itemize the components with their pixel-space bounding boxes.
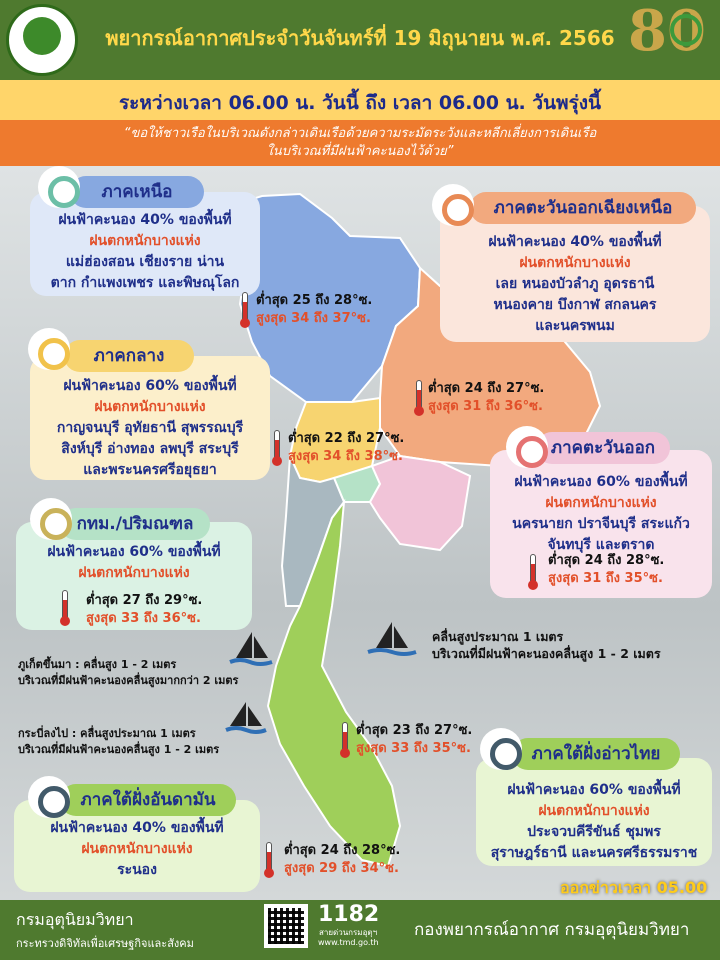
south-gulf-title: ภาคใต้ฝั่งอ่าวไทย (512, 738, 680, 770)
footer-bar (0, 900, 720, 960)
warning-text (60, 125, 660, 161)
bangkok-pin-icon (30, 498, 72, 540)
south-andaman-temp-low: ต่ำสุด 24 ถึง 28°ซ. (284, 843, 401, 858)
east-area: นครนายก ปราจีนบุรี สระแก้ว (512, 516, 690, 532)
south-andaman-temp-high: สูงสุด 29 ถึง 34°ซ. (284, 861, 399, 876)
central-rain: ฝนฟ้าคะนอง 60% ของพื้นที่ (63, 378, 237, 394)
bangkok-thermometer-icon (60, 590, 70, 626)
header-bar (0, 0, 720, 80)
northeast-temp-high: สูงสุด 31 ถึง 36°ซ. (428, 399, 543, 414)
anniversary-logo (628, 0, 714, 76)
northeast-info-box (440, 206, 710, 342)
gulf-wave-line: คลื่นสูงประมาณ 1 เมตร (432, 629, 564, 644)
east-thermometer-icon (528, 554, 538, 590)
south-gulf-thermometer-icon (340, 722, 350, 758)
phuket-sea-text (18, 657, 238, 689)
tmd-logo (6, 4, 78, 76)
region-east (370, 456, 470, 550)
central-pin-icon (28, 328, 70, 370)
east-rain: ฝนฟ้าคะนอง 60% ของพื้นที่ (514, 474, 688, 490)
east-temp-low: ต่ำสุด 24 ถึง 28°ซ. (548, 553, 665, 568)
north-temp-high: สูงสุด 34 ถึง 37°ซ. (256, 311, 371, 326)
bangkok-title: กทม./ปริมณฑล (60, 508, 210, 540)
south-andaman-temperature (284, 842, 400, 878)
time-range-band (0, 80, 720, 120)
north-area: แม่ฮ่องสอน เชียงราย น่าน (65, 254, 225, 270)
gulf-sea-text (432, 628, 661, 662)
south-andaman-heavy: ฝนตกหนักบางแห่ง (81, 841, 193, 857)
south-gulf-area: ประจวบคีรีขันธ์ ชุมพร (527, 824, 661, 840)
east-title: ภาคตะวันออก (536, 432, 670, 464)
northeast-area: หนองคาย บึงกาฬ สกลนคร (493, 297, 657, 313)
hotline-subtitle: สายด่วนกรมอุตุฯ (318, 928, 378, 937)
north-title: ภาคเหนือ (70, 176, 204, 208)
bangkok-temperature (86, 592, 202, 628)
central-area: และพระนครศรีอยุธยา (83, 462, 217, 478)
footer-division: กองพยากรณ์อากาศ กรมอุตุนิยมวิทยา (414, 920, 690, 940)
qr-code-icon[interactable] (264, 904, 308, 948)
central-temp-low: ต่ำสุด 22 ถึง 27°ซ. (288, 431, 405, 446)
anniversary-emblem (670, 14, 702, 46)
south-andaman-pin-icon (28, 776, 70, 818)
south-andaman-thermometer-icon (264, 842, 274, 878)
northeast-temperature (428, 380, 544, 416)
north-rain: ฝนฟ้าคะนอง 40% ของพื้นที่ (58, 212, 232, 228)
south-gulf-temperature (356, 722, 472, 758)
hotline (318, 902, 378, 948)
northeast-thermometer-icon (414, 380, 424, 416)
hotline-number: 1182 (318, 902, 380, 927)
central-temperature (288, 430, 404, 466)
south-andaman-area: ระนอง (117, 862, 157, 878)
central-area: สิงห์บุรี อ่างทอง ลพบุรี สระบุรี (61, 441, 239, 457)
footer-ministry: กระทรวงดิจิทัลเพื่อเศรษฐกิจและสังคม (16, 937, 194, 950)
north-temperature (256, 292, 372, 328)
south-gulf-rain: ฝนฟ้าคะนอง 60% ของพื้นที่ (507, 782, 681, 798)
central-title: ภาคกลาง (64, 340, 194, 372)
krabi-wave-line: กระบี่ลงไป : คลื่นสูงประมาณ 1 เมตร (18, 727, 196, 740)
bangkok-temp-low: ต่ำสุด 27 ถึง 29°ซ. (86, 593, 203, 608)
northeast-heavy: ฝนตกหนักบางแห่ง (519, 255, 631, 271)
east-area: จันทบุรี และตราด (547, 537, 655, 553)
north-temp-low: ต่ำสุด 25 ถึง 28°ซ. (256, 293, 373, 308)
northeast-title: ภาคตะวันออกเฉียงเหนือ (470, 192, 696, 224)
east-temperature (548, 552, 664, 588)
central-area: กาญจนบุรี อุทัยธานี สุพรรณบุรี (56, 420, 244, 436)
sailboat-icon (366, 620, 420, 658)
issue-time: ออกข่าวเวลา 05.00 (560, 878, 708, 897)
time-range-text: ระหว่างเวลา 06.00 น. วันนี้ ถึง เวลา 06.00 น. วันพรุ่งนี้ (118, 92, 602, 114)
north-thermometer-icon (240, 292, 250, 328)
footer-org: กรมอุตุนิยมวิทยา (16, 910, 134, 929)
east-pin-icon (506, 426, 548, 468)
central-thermometer-icon (272, 430, 282, 466)
east-temp-high: สูงสุด 31 ถึง 35°ซ. (548, 571, 663, 586)
northeast-area: และนครพนม (535, 318, 615, 334)
central-info-box (30, 356, 270, 480)
south-gulf-area: สุราษฎร์ธานี และนครศรีธรรมราช (490, 845, 698, 861)
anniversary-number: 80 (628, 0, 706, 64)
south-gulf-temp-high: สูงสุด 33 ถึง 35°ซ. (356, 741, 471, 756)
warning-line: “ขอให้ชาวเรือในบริเวณดังกล่าวเดินเรือด้วยความระมัดระวังและหลีกเลี่ยงการเดินเรือ (123, 126, 597, 141)
northeast-rain: ฝนฟ้าคะนอง 40% ของพื้นที่ (488, 234, 662, 250)
north-area: ตาก กำแพงเพชร และพิษณุโลก (50, 275, 240, 291)
central-heavy: ฝนตกหนักบางแห่ง (94, 399, 206, 415)
south-gulf-temp-low: ต่ำสุด 23 ถึง 27°ซ. (356, 723, 473, 738)
south-andaman-title: ภาคใต้ฝั่งอันดามัน (60, 784, 236, 816)
south-andaman-rain: ฝนฟ้าคะนอง 40% ของพื้นที่ (50, 820, 224, 836)
south-gulf-info-box (476, 758, 712, 866)
north-pin-icon (38, 166, 80, 208)
warning-line: ในบริเวณที่มีฝนฟ้าคะนองไว้ด้วย” (266, 144, 454, 159)
bangkok-rain: ฝนฟ้าคะนอง 60% ของพื้นที่ (47, 544, 221, 560)
website-link[interactable]: www.tmd.go.th (318, 938, 379, 947)
warning-band (0, 120, 720, 166)
page-title: พยากรณ์อากาศประจำวันจันทร์ที่ 19 มิถุนายน พ.ศ. 2566 (105, 26, 615, 50)
krabi-wave-line: บริเวณที่มีฝนฟ้าคะนองคลื่นสูง 1 - 2 เมตร (18, 743, 220, 756)
gulf-wave-line: บริเวณที่มีฝนฟ้าคะนองคลื่นสูง 1 - 2 เมตร (432, 646, 661, 661)
east-heavy: ฝนตกหนักบางแห่ง (545, 495, 657, 511)
krabi-sea-text (18, 726, 219, 758)
phuket-wave-line: ภูเก็ตขึ้นมา : คลื่นสูง 1 - 2 เมตร (18, 658, 177, 671)
south-gulf-pin-icon (480, 728, 522, 770)
north-heavy: ฝนตกหนักบางแห่ง (89, 233, 201, 249)
south-gulf-heavy: ฝนตกหนักบางแห่ง (538, 803, 650, 819)
bangkok-heavy: ฝนตกหนักบางแห่ง (78, 565, 190, 581)
northeast-temp-low: ต่ำสุด 24 ถึง 27°ซ. (428, 381, 545, 396)
sailboat-icon (224, 700, 270, 736)
phuket-wave-line: บริเวณที่มีฝนฟ้าคะนองคลื่นสูงมากกว่า 2 เมตร (18, 674, 239, 687)
bangkok-temp-high: สูงสุด 33 ถึง 36°ซ. (86, 611, 201, 626)
northeast-pin-icon (432, 184, 474, 226)
northeast-area: เลย หนองบัวลำภู อุดรธานี (495, 276, 655, 292)
central-temp-high: สูงสุด 34 ถึง 38°ซ. (288, 449, 403, 464)
